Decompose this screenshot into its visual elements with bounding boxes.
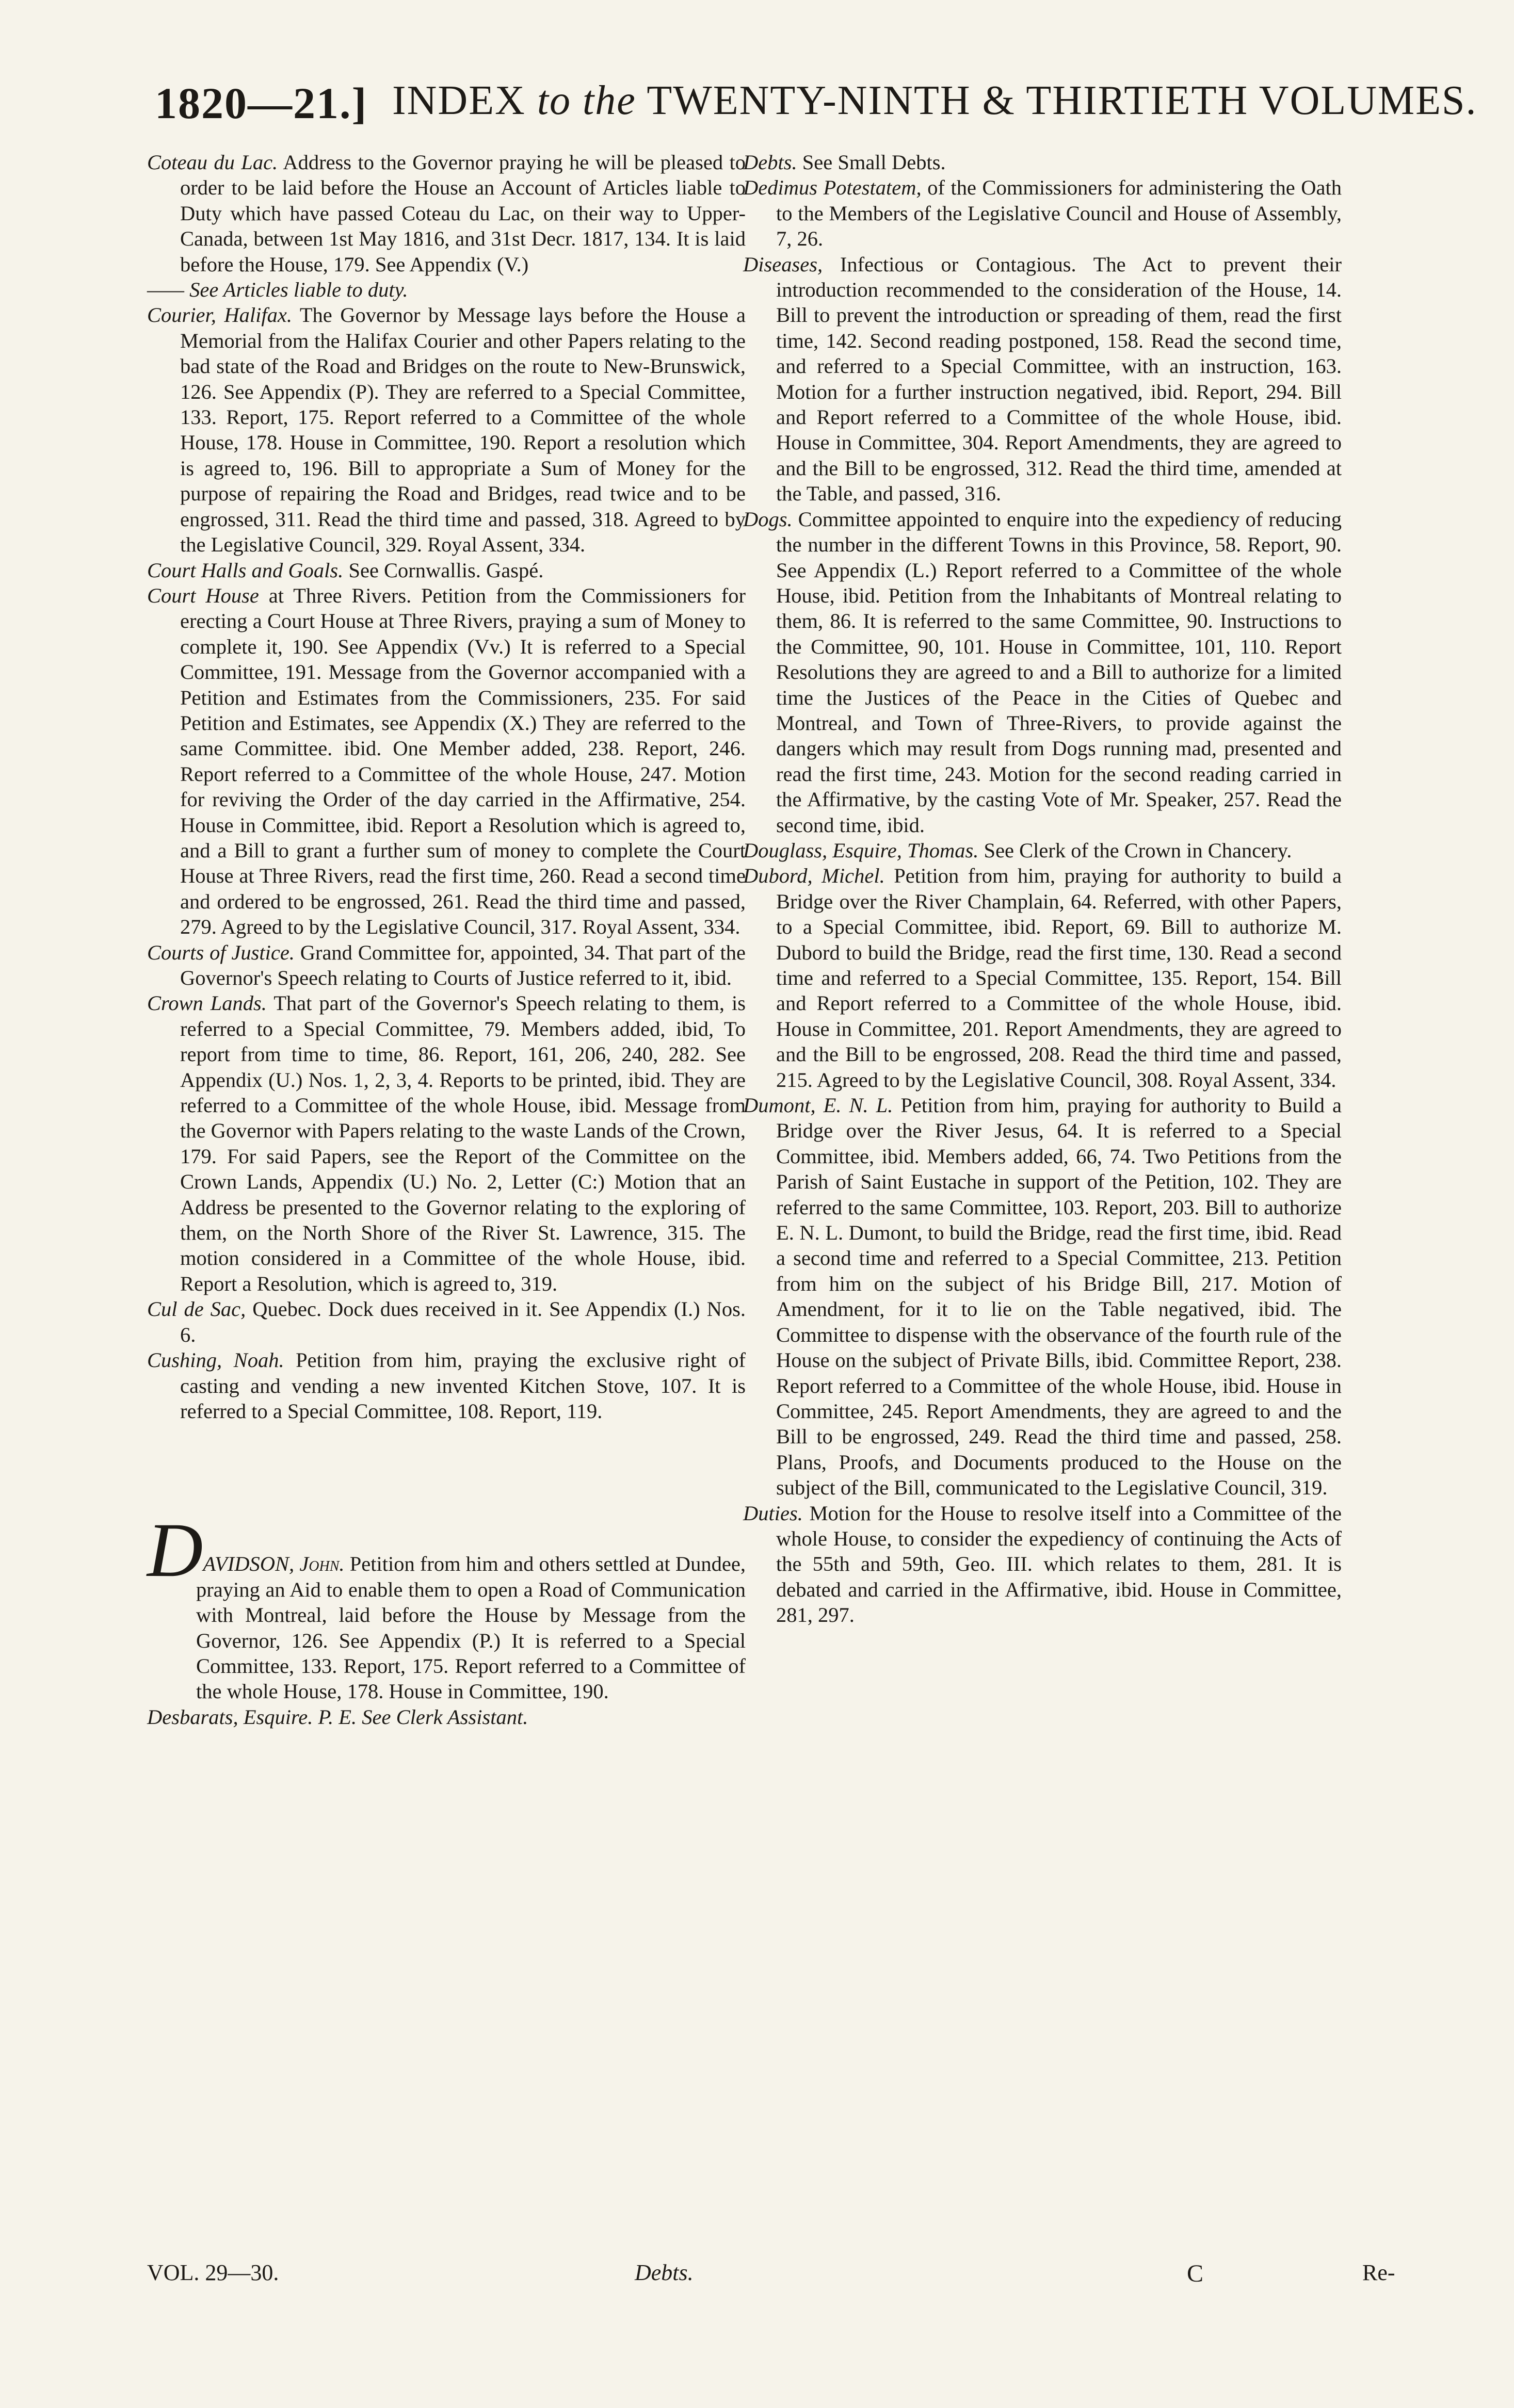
entry-term: Dedimus Potestatem, — [743, 176, 922, 200]
section-d-entry — [147, 1507, 746, 1704]
entry-term: Douglass, Esquire, Thomas. — [743, 838, 979, 862]
entry-term: Coteau du Lac. — [147, 151, 278, 174]
index-entry — [743, 175, 1342, 251]
index-entry — [743, 150, 1342, 175]
title-volumes: TWENTY-NINTH & THIRTIETH VOLUMES. — [636, 78, 1477, 123]
entry-term: AVIDSON, John. — [203, 1552, 345, 1576]
left-column — [147, 150, 746, 1730]
entry-text: Petition from him, praying for authority to Build a Bridge over the River Jesus, 64. It is referred to a Special Committee, ibid. Members added, 66, 74. Two Petitions from the Parish of Saint Eustache in support of the Petition, 102. They are referred to the same Committee, 103. Report, 203. Bill to authorize E. N. L. Dumont, to build the Bridge, read the first time, ibid. Read a second time and referred to a Special Committee, 213. Petition from him on the subject of his Bridge Bill, 217. Motion of Amendment, for it to lie on the Table negatived, ibid. The Committee to dispense with the observance of the fourth rule of the House on the subject of Private Bills, ibid. Committee Report, 238. Report referred to a Committee of the whole House, ibid. House in Committee, 245. Report Amendments, they are agreed to and the Bill to be engrossed, 249. Read the third time and passed, 258. Plans, Proofs, and Documents produced to the House on the subject of the Bill, communicated to the Legislative Council, 319. — [776, 1094, 1342, 1500]
entry-term: Courts of Justice. — [147, 940, 295, 964]
title-index: INDEX — [392, 78, 537, 123]
volume-range: 1820—21.] — [155, 78, 368, 128]
index-entry — [147, 990, 746, 1296]
catchword-right: Re- — [1362, 2260, 1395, 2285]
index-entry — [147, 150, 746, 277]
entry-text: of the Commissioners for administering the Oath to the Members of the Legislative Council and House of Assembly, 7, 26. — [776, 176, 1342, 251]
entry-text: Petition from him, praying for authority to build a Bridge over the River Champlain, 64. Referred, with other Papers, to a Special Committee, ibid. Report, 69. Bill to authorize M. Dubord to build the Bridge, read the first time, 130. Read a second time and referred to a Special Committee, 135. Report, 154. Bill and Report referred to a Committee of the whole House, ibid. House in Committee, 201. Report Amendments, they are agreed to and the Bill to be engrossed, 208. Read the third time and passed, 215. Agreed to by the Legislative Council, 308. Royal Assent, 334. — [776, 864, 1342, 1092]
catchword-left: Debts. — [635, 2260, 694, 2285]
entry-text: See Clerk Assistant. — [357, 1705, 528, 1729]
entry-term: Diseases, — [743, 252, 823, 276]
entry-term: Duties. — [743, 1501, 803, 1525]
index-entry — [743, 252, 1342, 507]
entry-text: Committee appointed to enquire into the expediency of reducing the number in the different Towns in this Province, 58. Report, 90. See Appendix (L.) Report referred to a Committee of the whole House, ibid. Petition from the Inhabitants of Montreal relating to them, 86. It is referred to the same Committee, 90. Instructions to the Committee, 90, 101. House in Committee, 101, 110. Report Resolutions they are agreed to and a Bill to authorize for a limited time the Justices of the Peace in the Cities of Quebec and Montreal, and Town of Three-Rivers, to provide against the dangers which may result from Dogs running mad, presented and read the first time, 243. Motion for the second reading carried in the Affirmative, by the casting Vote of Mr. Speaker, 257. Read the second time, ibid. — [776, 507, 1342, 837]
entry-term: Dubord, Michel. — [743, 864, 885, 888]
index-entry — [743, 1093, 1342, 1501]
index-entry — [743, 1501, 1342, 1628]
index-entry — [147, 1296, 746, 1347]
index-entry — [147, 558, 746, 583]
index-entry — [147, 302, 746, 557]
entry-term: Desbarats, Esquire. P. E. — [147, 1705, 357, 1729]
entry-term: Court House — [147, 583, 259, 607]
entry-term: Courier, Halifax. — [147, 303, 293, 327]
entry-text: Address to the Governor praying he will be pleased to order to be laid before the House an Account of Articles liable to Duty which have passed Coteau du Lac, on their way to Upper-Canada, between 1st May 1816, and 31st Decr. 1817, 134. It is laid before the House, 179. See Appendix (V.) — [180, 151, 746, 276]
entry-text: See Cornwallis. Gaspé. — [343, 558, 544, 582]
entry-text: Grand Committee for, appointed, 34. That part of the Governor's Speech relating to Courts of Justice referred to it, ibid. — [180, 940, 746, 989]
page-title — [392, 77, 1477, 124]
entry-text: The Governor by Message lays before the House a Memorial from the Halifax Courier and other Papers relating to the bad state of the Road and Bridges on the route to New-Brunswick, 126. See Appendix (P). They are referred to a Special Committee, 133. Report, 175. Report referred to a Committee of the whole House, 178. House in Committee, 190. Report a resolution which is agreed to, 196. Bill to appropriate a Sum of Money for the purpose of repairing the Road and Bridges, read twice and to be engrossed, 311. Read the third time and passed, 318. Agreed to by the Legislative Council, 329. Royal Assent, 334. — [180, 303, 746, 557]
entry-term: Dumont, E. N. L. — [743, 1094, 893, 1117]
index-entry — [147, 940, 746, 991]
entry-text: That part of the Governor's Speech relating to them, is referred to a Special Committee, 79. Members added, ibid, To report from time to time, 86. Report, 161, 206, 240, 282. See Appendix (U.) Nos. 1, 2, 3, 4. Reports to be printed, ibid. They are referred to a Committee of the whole House, ibid. Message from the Governor with Papers relating to the waste Lands of the Crown, 179. For said Papers, see the Report of the Committee on the Crown Lands, Appendix (U.) No. 2, Letter (C:) Motion that an Address be presented to the Governor relating to the exploring of them, on the North Shore of the River St. Lawrence, 315. The motion considered in a Committee of the whole House, ibid. Report a Resolution, which is agreed to, 319. — [180, 991, 746, 1295]
entry-term: Cushing, Noah. — [147, 1348, 284, 1372]
entry-term: Debts. — [743, 151, 797, 174]
entry-text: See Small Debts. — [797, 151, 946, 174]
entry-term: Dogs. — [743, 507, 793, 531]
index-entry — [743, 863, 1342, 1093]
entry-text: Infectious or Contagious. The Act to prevent their introduction recommended to the consideration of the House, 14. Bill to prevent the introduction or spreading of them, read the first time, 142. Second reading postponed, 158. Read the second time, and referred to a Special Committee, with an instruction, 163. Motion for a further instruction negatived, ibid. Report, 294. Bill and Report referred to a Committee of the whole House, ibid. House in Committee, 304. Report Amendments, they are agreed to and the Bill to be engrossed, 312. Read the third time, amended at the Table, and passed, 316. — [776, 252, 1342, 506]
index-entry — [743, 507, 1342, 838]
entry-term: Crown Lands. — [147, 991, 267, 1015]
right-column — [743, 150, 1342, 1628]
title-to-the: to the — [537, 78, 636, 123]
entry-text: Petition from him and others settled at Dundee, praying an Aid to enable them to open a Road of Communication with Montreal, laid before the House by Message from the Governor, 126. See Appendix (P.) It is referred to a Special Committee, 133. Report, 175. Report referred to a Committee of the whole House, 178. House in Committee, 190. — [196, 1552, 746, 1703]
entry-text: Petition from him, praying the exclusive right of casting and vending a new invented Kitchen Stove, 107. It is referred to a Special Committee, 108. Report, 119. — [180, 1348, 746, 1423]
index-entry — [147, 1347, 746, 1424]
index-entry — [147, 583, 746, 940]
entry-text: Motion for the House to resolve itself into a Committee of the whole House, to consider the expediency of continuing the Acts of the 55th and 59th, Geo. III. which relates to them, 281. It is debated and carried in the Affirmative, ibid. House in Committee, 281, 297. — [776, 1501, 1342, 1627]
entry-term: Cul de Sac, — [147, 1297, 246, 1321]
entry-term: Court Halls and Goals. — [147, 558, 344, 582]
entry-text: at Three Rivers. Petition from the Commissioners for erecting a Court House at Three Rivers, praying a sum of Money to complete it, 190. See Appendix (Vv.) It is referred to a Special Committee, 191. Message from the Governor accompanied with a Petition and Estimates from the Commissioners, 235. For said Petition and Estimates, see Appendix (X.) They are referred to the same Committee. ibid. One Member added, 238. Report, 246. Report referred to a Committee of the whole House, 247. Motion for reviving the Order of the day carried in the Affirmative, 254. House in Committee, ibid. Report a Resolution which is agreed to, and a Bill to grant a further sum of money to complete the Court House at Three Rivers, read the first time, 260. Read a second time and ordered to be engrossed, 261. Read the third time and passed, 279. Agreed to by the Legislative Council, 317. Royal Assent, 334. — [180, 583, 746, 939]
entry-term: —— See Articles liable to duty. — [147, 278, 408, 302]
page-header — [155, 77, 1477, 144]
index-entry — [743, 838, 1342, 863]
signature-mark: C — [1187, 2260, 1204, 2287]
entry-text: See Clerk of the Crown in Chancery. — [978, 838, 1292, 862]
index-entry — [147, 277, 746, 302]
volume-footer: VOL. 29—30. — [147, 2260, 279, 2285]
drop-initial: D — [147, 1507, 203, 1593]
index-entry — [147, 1704, 746, 1730]
entry-text: Quebec. Dock dues received in it. See Appendix (I.) Nos. 6. — [180, 1297, 746, 1346]
